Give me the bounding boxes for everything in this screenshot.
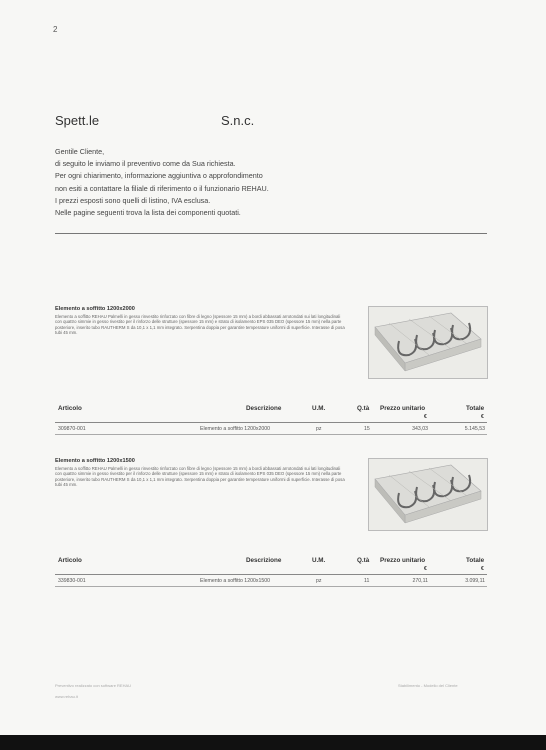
col-total: Totale (466, 557, 485, 564)
cover-letter (55, 146, 269, 219)
cell-article: 309870-001 (58, 426, 86, 432)
product-description: Elemento a soffitto REHAU Palmelli in gesso rinvestito rinforzato con fibre di legno (spessore 15 mm) a bordi abbassati arrotondati sui lati longitudinali con quattro simmie in gesso rivestito per il rinforzo delle strutture (spessore 15 mm) e strato di isolamento EPS 035 DEO (spessore 15 mm) nella parte posteriore, inserito tubo RAUTHERM S da 10,1 x 1,1 mm integrato. Serpentina doppia per garantire temperature uniformi di superficie. Interasse di posa tubi 45 mm. (55, 314, 345, 335)
letter-line: Gentile Cliente, (55, 147, 105, 156)
table-header-rule (55, 574, 487, 575)
product-description: Elemento a soffitto REHAU Palmelli in gesso rinvestito rinforzato con fibre di legno (spessore 15 mm) a bordi abbassati arrotondati sui lati longitudinali con quattro simmie in gesso rivestito per il rinforzo delle strutture (spessore 15 mm) e strato di isolamento EPS 035 DEO (spessore 15 mm) nella parte posteriore, inserito tubo RAUTHERM S da 10,1 x 1,1 mm integrato. Serpentina doppia per garantire temperature uniformi di superficie. Interasse di posa tubi 45 mm. (55, 466, 345, 487)
ceiling-panel-illustration (369, 307, 487, 378)
letter-line: di seguito le inviamo il preventivo come da Sua richiesta. (55, 159, 236, 169)
cell-description: Elemento a soffitto 1200x1500 (200, 578, 270, 584)
cell-total: 5.145,53 (464, 426, 485, 432)
cell-article: 339830-001 (58, 578, 86, 584)
product-image (368, 458, 488, 531)
letter-line: Per ogni chiarimento, informazione aggiuntiva o approfondimento (55, 171, 263, 181)
cell-unit: pz (316, 426, 322, 432)
page-number: 2 (53, 25, 58, 34)
addressee (55, 113, 285, 128)
footer-website: www.rehau.it (55, 694, 78, 699)
ceiling-panel-illustration (369, 459, 487, 530)
currency-label: € (424, 414, 427, 420)
scan-edge (0, 735, 546, 750)
company-suffix: S.n.c. (221, 113, 255, 128)
section-divider (55, 233, 487, 234)
product-title: Elemento a soffitto 1200x2000 (55, 306, 135, 312)
product-image (368, 306, 488, 379)
col-unit-price: Prezzo unitario (380, 557, 426, 564)
cell-description: Elemento a soffitto 1200x2000 (200, 426, 270, 432)
col-total: Totale (466, 405, 485, 412)
col-unit: U.M. (312, 557, 326, 564)
col-description: Descrizione (246, 405, 282, 412)
footer-reference: Stabilimento - Modello del Cliente (398, 683, 458, 688)
table-header-rule (55, 422, 487, 423)
currency-label: € (481, 566, 484, 572)
cell-unit-price: 343,03 (412, 426, 428, 432)
col-unit-price: Prezzo unitario (380, 405, 426, 412)
table-row-rule (55, 586, 487, 587)
col-description: Descrizione (246, 557, 282, 564)
cell-total: 3.099,11 (465, 578, 485, 584)
currency-label: € (481, 414, 484, 420)
footer-note: Preventivo realizzato con software REHAU (55, 683, 132, 688)
col-article: Articolo (58, 405, 82, 412)
letter-line: Nelle pagine seguenti trova la lista dei componenti quotati. (55, 208, 241, 218)
letter-line: I prezzi esposti sono quelli di listino, IVA esclusa. (55, 195, 211, 205)
letter-line: non esiti a contattare la filiale di riferimento o il funzionario REHAU. (55, 183, 269, 193)
currency-label: € (424, 566, 427, 572)
salutation: Spett.le (55, 113, 100, 128)
cell-unit: pz (316, 578, 322, 584)
col-quantity: Q.tà (357, 557, 370, 564)
col-article: Articolo (58, 557, 82, 564)
col-unit: U.M. (312, 405, 326, 412)
cell-quantity: 11 (364, 578, 370, 584)
cell-unit-price: 270,11 (412, 578, 428, 584)
col-quantity: Q.tà (357, 405, 370, 412)
cell-quantity: 15 (364, 426, 370, 432)
product-title: Elemento a soffitto 1200x1500 (55, 458, 135, 464)
table-row-rule (55, 434, 487, 435)
